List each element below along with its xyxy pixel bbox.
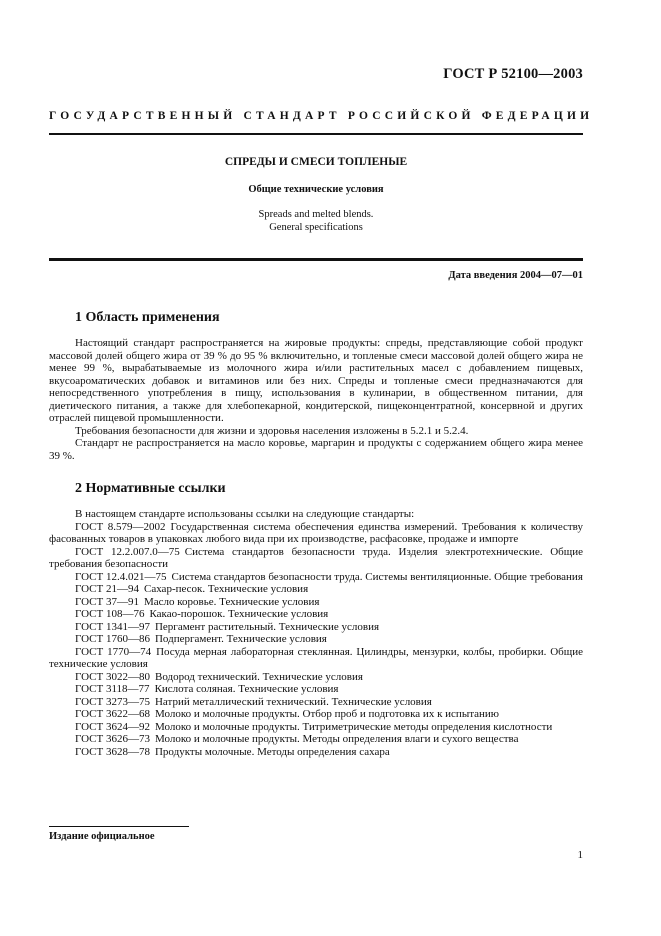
footer-rule — [49, 826, 189, 827]
reference-text: Молоко и молочные продукты. Отбор проб и подготовка их к испытанию — [154, 708, 500, 720]
introduction-date: Дата введения 2004—07—01 — [448, 270, 583, 281]
reference-item — [49, 646, 583, 671]
reference-code: ГОСТ 3622—68 — [75, 708, 150, 720]
reference-item — [49, 683, 583, 696]
reference-code: ГОСТ 12.4.021—75 — [75, 570, 167, 583]
reference-code: ГОСТ 3628—78 — [75, 745, 150, 758]
section-heading: 2 Нормативные ссылки — [75, 481, 226, 496]
paragraph: Стандарт не распространяется на масло коровье, маргарин и продукты с содержанием общего жира менее 39 %. — [49, 437, 583, 462]
reference-text: Молоко и молочные продукты. Титриметрические методы определения кислотности — [154, 720, 553, 733]
reference-code: ГОСТ 3118—77 — [75, 683, 150, 695]
reference-text: Водород технический. Технические условия — [154, 670, 363, 683]
reference-item — [49, 733, 583, 746]
english-title-line1: Spreads and melted blends. — [258, 209, 374, 220]
reference-text: Продукты молочные. Методы определения сахара — [154, 745, 390, 758]
paragraph: Настоящий стандарт распространяется на жировые продукты: спреды, представляющие собой продукт массовой долей общего жира от 39 % до 95 % включительно, и топленые смеси массовой долей общего жира не менее 99 %, вырабатываемые из молочного жира и/или растительных масел с добавлением пищевых, вкусоароматических добавок и витаминов или без них. Спреды и топленые смеси предназначаются для непосредственного употребления в пищу, использования в кулинарии, в общественном питании, для диетического питания, а также для хлебопекарной, кондитерской, пищеконцентратной, консервной и других отраслей пищевой промышленности. — [49, 337, 583, 424]
reference-code: ГОСТ 12.2.007.0—75 — [75, 545, 180, 558]
reference-item — [49, 696, 583, 709]
reference-code: ГОСТ 1770—74 — [75, 645, 152, 658]
section-normative-references — [49, 481, 583, 758]
top-rule — [49, 133, 583, 135]
reference-item — [49, 746, 583, 759]
reference-item — [49, 546, 583, 571]
reference-text: Подпергамент. Технические условия — [154, 633, 327, 645]
reference-code: ГОСТ 8.579—2002 — [75, 520, 166, 533]
reference-text: Пергамент растительный. Технические условия — [154, 620, 380, 633]
standard-title: СПРЕДЫ И СМЕСИ ТОПЛЕНЫЕ — [224, 156, 408, 168]
reference-text: Какао-порошок. Технические условия — [149, 608, 329, 620]
reference-text: Сахар-песок. Технические условия — [143, 583, 309, 595]
paragraph: Требования безопасности для жизни и здоровья населения изложены в 5.2.1 и 5.2.4. — [75, 424, 469, 437]
reference-text: Натрий металлический технический. Технические условия — [154, 695, 432, 708]
reference-item — [49, 721, 583, 734]
reference-item — [49, 608, 583, 621]
section-scope — [49, 310, 583, 462]
reference-text: Масло коровье. Технические условия — [143, 595, 320, 608]
paragraph: В настоящем стандарте использованы ссылки на следующие стандарты: — [75, 508, 415, 520]
standard-subtitle: Общие технические условия — [248, 184, 384, 195]
reference-code: ГОСТ 3022—80 — [75, 670, 150, 683]
agency-heading: ГОСУДАРСТВЕННЫЙ СТАНДАРТ РОССИЙСКОЙ ФЕДЕРАЦИИ — [49, 110, 594, 122]
page-number: 1 — [577, 849, 583, 861]
reference-item — [49, 633, 583, 646]
reference-item — [49, 621, 583, 634]
edition-label: Издание официальное — [49, 831, 155, 842]
reference-code: ГОСТ 1760—86 — [75, 633, 150, 645]
reference-code: ГОСТ 3626—73 — [75, 733, 150, 745]
reference-code: ГОСТ 1341—97 — [75, 620, 150, 633]
reference-item — [49, 671, 583, 684]
title-rule — [49, 258, 583, 261]
reference-item — [49, 521, 583, 546]
reference-code: ГОСТ 37—91 — [75, 595, 139, 608]
english-title-line2: General specifications — [269, 222, 363, 233]
reference-item — [49, 596, 583, 609]
reference-code: ГОСТ 21—94 — [75, 583, 139, 595]
document-code: ГОСТ Р 52100—2003 — [443, 66, 583, 82]
reference-code: ГОСТ 3624—92 — [75, 720, 150, 733]
reference-text: Посуда мерная лабораторная стеклянная. Цилиндры, мензурки, колбы, пробирки. Общие технические условия — [49, 645, 583, 670]
reference-item — [49, 708, 583, 721]
reference-text: Система стандартов безопасности труда. Системы вентиляционные. Общие требования — [171, 570, 583, 583]
reference-text: Кислота соляная. Технические условия — [154, 683, 339, 695]
reference-list — [49, 521, 583, 759]
reference-text: Молоко и молочные продукты. Методы определения влаги и сухого вещества — [154, 733, 519, 745]
reference-code: ГОСТ 108—76 — [75, 608, 145, 620]
reference-item — [49, 583, 583, 596]
reference-text: Система стандартов безопасности труда. Изделия электротехнические. Общие требования безопасности — [49, 545, 583, 570]
section-heading: 1 Область применения — [75, 310, 220, 325]
reference-code: ГОСТ 3273—75 — [75, 695, 150, 708]
reference-text: Государственная система обеспечения единства измерений. Требования к количеству фасованных товаров в упаковках любого вида при их производстве, расфасовке, продаже и импорте — [49, 520, 583, 545]
reference-item — [49, 571, 583, 584]
